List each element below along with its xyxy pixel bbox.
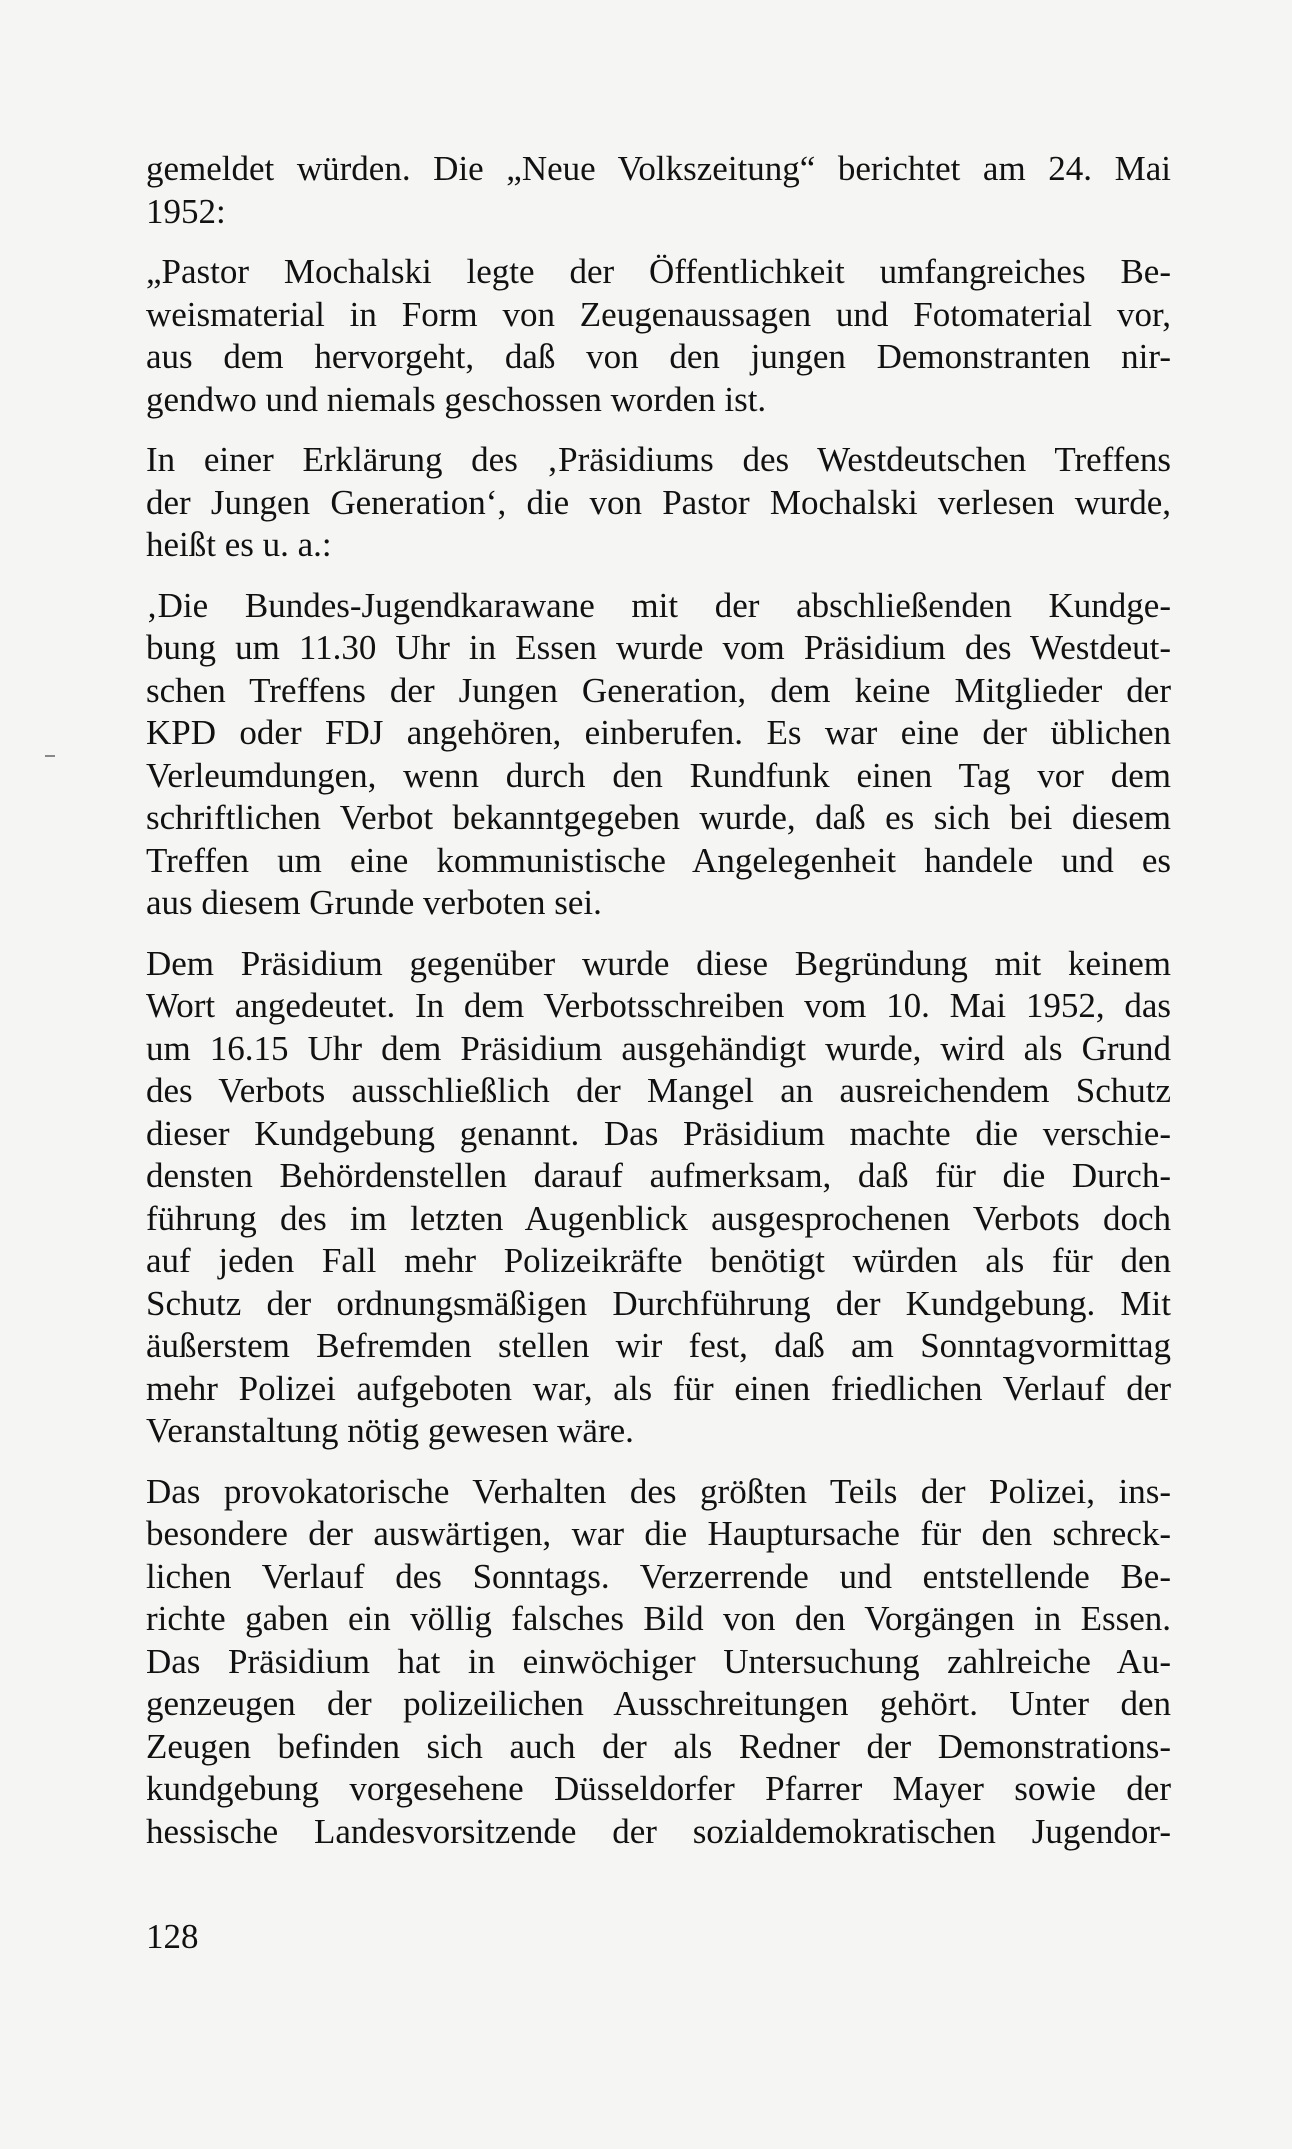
text-line: richte gaben ein völlig falsches Bild von den Vorgängen in Essen. <box>146 1599 1171 1638</box>
text-line: äußerstem Befremden stellen wir fest, daß am Sonntagvormittag <box>146 1326 1171 1365</box>
text-line: führung des im letzten Augenblick ausgesprochenen Verbots doch <box>146 1198 1171 1238</box>
text-line: besondere der auswärtigen, war die Hauptursache für den schreck- <box>146 1514 1171 1553</box>
text-line: der Jungen Generation‘, die von Pastor Mochalski verlesen wurde, <box>146 482 1171 522</box>
text-line: dieser Kundgebung genannt. Das Präsidium machte die verschie- <box>146 1113 1171 1153</box>
text-line: densten Behördenstellen darauf aufmerksam, daß für die Durch- <box>146 1156 1171 1195</box>
text-line: Wort angedeutet. In dem Verbotsschreiben vom 10. Mai 1952, das <box>146 986 1171 1025</box>
text-line: weismaterial in Form von Zeugenaussagen und Fotomaterial vor, <box>146 294 1171 334</box>
text-line: In einer Erklärung des ‚Präsidiums des Westdeutschen Treffens <box>146 440 1171 479</box>
paragraph <box>146 585 1171 925</box>
text-line: ‚Die Bundes-Jugendkarawane mit der abschließenden Kundge- <box>146 585 1171 625</box>
paragraph-gap <box>146 421 1171 439</box>
text-line: „Pastor Mochalski legte der Öffentlichkeit umfangreiches Be- <box>146 252 1171 291</box>
text-line: schen Treffens der Jungen Generation, dem keine Mitglieder der <box>146 670 1171 710</box>
text-line: gemeldet würden. Die „Neue Volkszeitung“ berichtet am 24. Mai <box>146 149 1171 188</box>
text-line: lichen Verlauf des Sonntags. Verzerrende und entstellende Be- <box>146 1556 1171 1596</box>
text-line: bung um 11.30 Uhr in Essen wurde vom Präsidium des Westdeut- <box>146 628 1171 667</box>
text-line: Treffen um eine kommunistische Angelegenheit handele und es <box>146 840 1171 880</box>
text-line: um 16.15 Uhr dem Präsidium ausgehändigt wurde, wird als Grund <box>146 1028 1171 1068</box>
text-line: heißt es u. a.: <box>146 525 332 564</box>
text-line: Zeugen befinden sich auch der als Redner der Demonstrations- <box>146 1726 1171 1766</box>
paragraph <box>146 943 1171 1453</box>
text-line: 1952: <box>146 191 226 231</box>
paragraph <box>146 148 1171 233</box>
text-line: Das Präsidium hat in einwöchiger Untersuchung zahlreiche Au- <box>146 1641 1171 1681</box>
text-line: schriftlichen Verbot bekanntgegeben wurde, daß es sich bei diesem <box>146 798 1171 837</box>
text-line: auf jeden Fall mehr Polizeikräfte benötigt würden als für den <box>146 1241 1171 1280</box>
text-line: gendwo und niemals geschossen worden ist. <box>146 379 767 419</box>
page-number: 128 <box>146 1917 199 1956</box>
text-line: hessische Landesvorsitzende der sozialdemokratischen Jugendor- <box>146 1811 1171 1851</box>
text-line: des Verbots ausschließlich der Mangel an ausreichendem Schutz <box>146 1071 1171 1110</box>
text-line: genzeugen der polizeilichen Ausschreitungen gehört. Unter den <box>146 1684 1171 1723</box>
paragraph-gap <box>146 1453 1171 1471</box>
text-line: Schutz der ordnungsmäßigen Durchführung der Kundgebung. Mit <box>146 1283 1171 1323</box>
paragraph-gap <box>146 233 1171 251</box>
text-line: Veranstaltung nötig gewesen wäre. <box>146 1411 634 1450</box>
text-line: kundgebung vorgesehene Düsseldorfer Pfarrer Mayer sowie der <box>146 1769 1171 1808</box>
text-line: mehr Polizei aufgeboten war, als für einen friedlichen Verlauf der <box>146 1368 1171 1408</box>
margin-mark <box>45 755 55 757</box>
paragraph <box>146 251 1171 421</box>
text-line: KPD oder FDJ angehören, einberufen. Es war eine der üblichen <box>146 713 1171 752</box>
paragraph-gap <box>146 925 1171 943</box>
text-line: aus dem hervorgeht, daß von den jungen Demonstranten nir- <box>146 337 1171 376</box>
body-text <box>146 148 1171 1853</box>
text-line: aus diesem Grunde verboten sei. <box>146 883 602 922</box>
paragraph <box>146 439 1171 567</box>
paragraph <box>146 1471 1171 1854</box>
text-line: Dem Präsidium gegenüber wurde diese Begründung mit keinem <box>146 943 1171 983</box>
text-line: Verleumdungen, wenn durch den Rundfunk einen Tag vor dem <box>146 755 1171 795</box>
text-line: Das provokatorische Verhalten des größten Teils der Polizei, ins- <box>146 1471 1171 1511</box>
paragraph-gap <box>146 567 1171 585</box>
